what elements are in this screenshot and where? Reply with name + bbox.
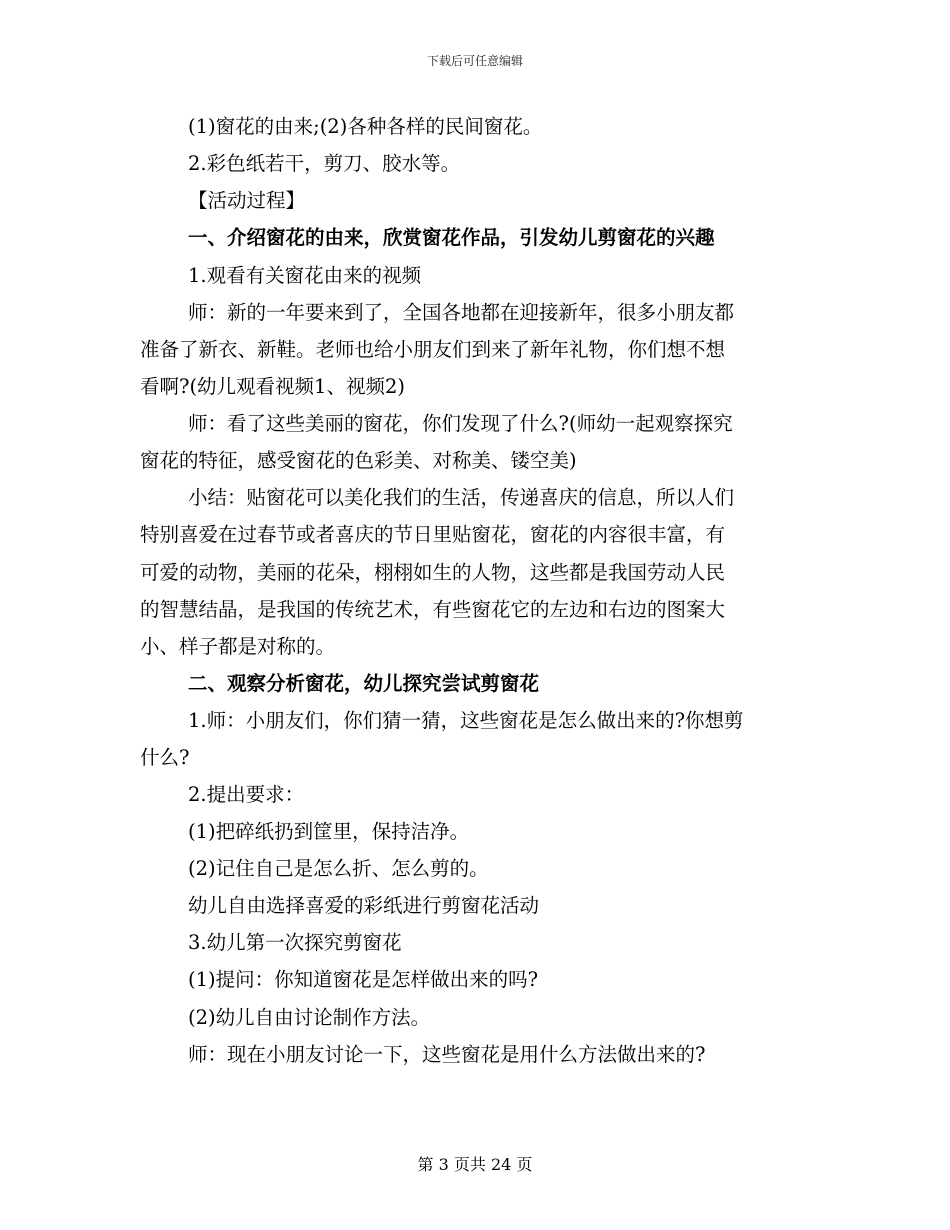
requirement-1: (1)把碎纸扔到筐里，保持洁净。 bbox=[188, 820, 470, 843]
section-activity-process: 【活动过程】 bbox=[188, 189, 306, 212]
summary-line: 特别喜爱在过春节或者喜庆的节日里贴窗花，窗花的内容很丰富，有 bbox=[140, 523, 726, 546]
paragraph-line: 师：看了这些美丽的窗花，你们发现了什么?(师幼一起观察探究 bbox=[188, 412, 733, 435]
materials-item-2: 2.彩色纸若干，剪刀、胶水等。 bbox=[188, 152, 461, 175]
summary-line: 小结：贴窗花可以美化我们的生活，传递喜庆的信息，所以人们 bbox=[188, 486, 735, 509]
heading-part-2: 二、观察分析窗花，幼儿探究尝试剪窗花 bbox=[188, 672, 540, 695]
summary-line: 小、样子都是对称的。 bbox=[140, 635, 336, 658]
paragraph-line: 幼儿自由选择喜爱的彩纸进行剪窗花活动 bbox=[188, 894, 540, 917]
sub-step-1: (1)提问：你知道窗花是怎样做出来的吗? bbox=[188, 968, 539, 991]
paragraph-line: 窗花的特征，感受窗花的色彩美、对称美、镂空美) bbox=[140, 449, 577, 472]
paragraph-line: 师：现在小朋友讨论一下，这些窗花是用什么方法做出来的? bbox=[188, 1043, 706, 1066]
paragraph-line: 看啊?(幼儿观看视频1、视频2) bbox=[140, 375, 405, 398]
summary-line: 可爱的动物，美丽的花朵，栩栩如生的人物，这些都是我国劳动人民 bbox=[140, 561, 726, 584]
sub-step-2: (2)幼儿自由讨论制作方法。 bbox=[188, 1006, 431, 1029]
page-header: 下载后可任意编辑 bbox=[426, 54, 523, 68]
step-2-2: 2.提出要求： bbox=[188, 783, 305, 806]
requirement-2: (2)记住自己是怎么折、怎么剪的。 bbox=[188, 857, 489, 880]
materials-item-1: (1)窗花的由来;(2)各种各样的民间窗花。 bbox=[188, 115, 543, 138]
paragraph-line: 什么? bbox=[140, 746, 190, 769]
paragraph-line: 准备了新衣、新鞋。老师也给小朋友们到来了新年礼物，你们想不想 bbox=[140, 338, 726, 361]
page-footer: 第 3 页共 24 页 bbox=[417, 1155, 533, 1174]
paragraph-line: 师：新的一年要来到了，全国各地都在迎接新年，很多小朋友都 bbox=[188, 301, 735, 324]
paragraph-line: 1.师：小朋友们，你们猜一猜，这些窗花是怎么做出来的?你想剪 bbox=[188, 709, 744, 732]
step-2-3: 3.幼儿第一次探究剪窗花 bbox=[188, 931, 402, 954]
summary-line: 的智慧结晶，是我国的传统艺术，有些窗花它的左边和右边的图案大 bbox=[140, 598, 726, 621]
step-1-1: 1.观看有关窗花由来的视频 bbox=[188, 264, 422, 287]
heading-part-1: 一、介绍窗花的由来，欣赏窗花作品，引发幼儿剪窗花的兴趣 bbox=[188, 226, 715, 249]
